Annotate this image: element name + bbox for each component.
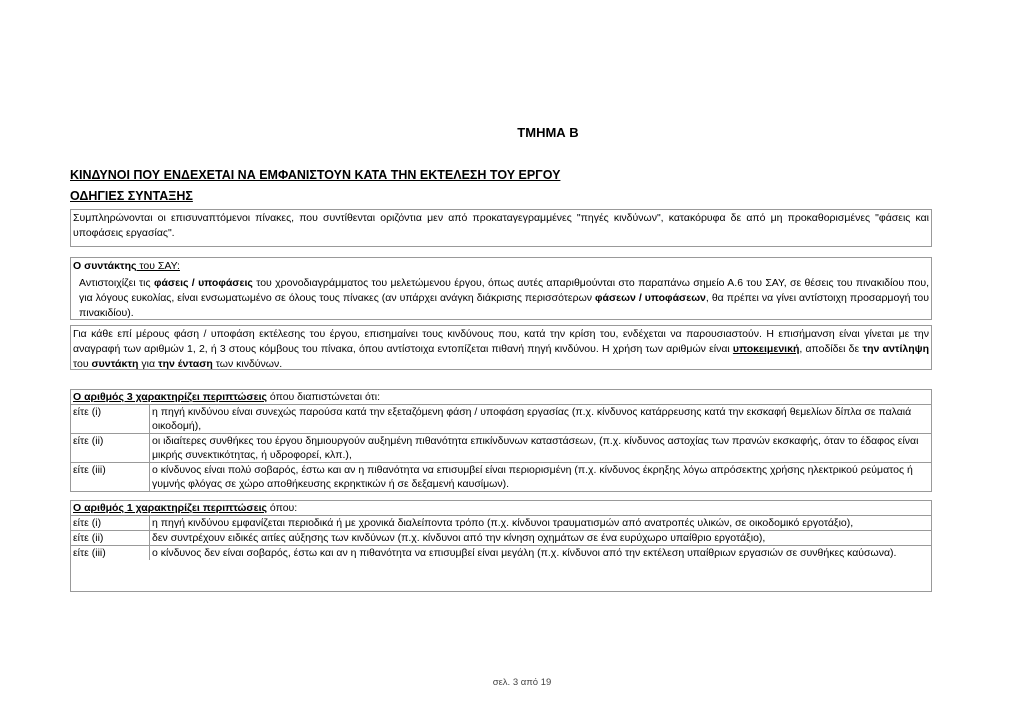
row-label: είτε (i) xyxy=(71,405,150,434)
table-row xyxy=(71,405,931,434)
table-row xyxy=(71,516,931,531)
table-row xyxy=(71,531,931,546)
row-label: είτε (ii) xyxy=(71,434,150,463)
author-lead: Ο συντάκτης του ΣΑΥ: xyxy=(73,260,180,272)
instructions-heading: ΟΔΗΓΙΕΣ ΣΥΝΤΑΞΗΣ xyxy=(70,189,193,203)
row-text: ο κίνδυνος δεν είναι σοβαρός, έστω και αν η πιθανότητα να επισυμβεί είναι μεγάλη (π.χ. κίνδυνοι από την εκτέλεση υπαίθριων εργασιών σε συνθήκες καύσωνα). xyxy=(150,546,932,561)
table-row xyxy=(71,434,931,463)
row-text: οι ιδιαίτερες συνθήκες του έργου δημιουργούν αυξημένη πιθανότητα επικίνδυνων καταστάσεων, (π.χ. κίνδυνος αστοχίας των πρανών εκσκαφής, όταν το έδαφος είναι μικρής συνεκτικότητας, ή υδροφορεί, κλπ.), xyxy=(150,434,932,463)
page-number: σελ. 3 από 19 xyxy=(492,677,552,688)
row-label: είτε (iii) xyxy=(71,546,150,561)
table-row xyxy=(71,463,931,492)
row-text: η πηγή κινδύνου εμφανίζεται περιοδικά ή με χρονικά διαλείποντα τρόπο (π.χ. κίνδυνοι τραυματισμών από ανατροπές υλικών, σε οικοδομικό εργοτάξιο), xyxy=(150,516,932,531)
section-title: ΤΜΗΜΑ Β xyxy=(517,125,579,140)
row-label: είτε (ii) xyxy=(71,531,150,546)
row-label: είτε (iii) xyxy=(71,463,150,492)
row-text: δεν συντρέχουν ειδικές αιτίες αύξησης των κινδύνων (π.χ. κίνδυνοι από την κίνηση οχημάτων σε ένα ευρύχωρο υπαίθριο εργοτάξιο), xyxy=(150,531,932,546)
author-box xyxy=(70,257,932,320)
table-row xyxy=(71,546,931,561)
number-1-heading: Ο αριθμός 1 χαρακτηρίζει περιπτώσεις όπου: xyxy=(73,502,298,514)
intro-box xyxy=(70,209,932,247)
usage-text: Για κάθε επί μέρους φάση / υποφάση εκτέλεσης του έργου, επισημαίνει τους κινδύνους που, κατά την κρίση του, ενδέχεται να παρουσιαστούν. Η επισήμανση είναι γίνεται με την αναγραφή των αριθμών 1, 2, ή 3 στους κόμβους του πίνακα, όπου αντίστοιχα εντοπίζεται πιθανή πηγή κινδύνου. Η χρήση των αριθμών είναι υποκειμενική, αποδίδει δε την αντίληψη του συντάκτη για την ένταση των κινδύνων. xyxy=(73,328,929,370)
usage-box xyxy=(70,325,932,370)
author-text: Αντιστοιχίζει τις φάσεις / υποφάσεις του χρονοδιαγράμματος του μελετώμενου έργου, όπως αυτές απαριθμούνται στο παραπάνω σημείο Α.6 του ΣΑΥ, σε θέσεις του πινακιδίου που, για λόγους ευκολίας, είναι ενσωματωμένο σε όλους τους πίνακες (αν υπάρχει ανάγκη διάκρισης περισσότερων φάσεων / υποφάσεων, θα πρέπει να γίνει αντίστοιχη προσαρμογή του πινακιδίου). xyxy=(79,277,930,319)
number-1-box xyxy=(70,500,932,592)
number-3-heading: Ο αριθμός 3 χαρακτηρίζει περιπτώσεις όπου διαπιστώνεται ότι: xyxy=(73,391,381,403)
risk-heading: ΚΙΝΔΥΝΟΙ ΠΟΥ ΕΝΔΕΧΕΤΑΙ ΝΑ ΕΜΦΑΝΙΣΤΟΥΝ ΚΑΤΑ ΤΗΝ ΕΚΤΕΛΕΣΗ ΤΟΥ ΕΡΓΟΥ xyxy=(70,168,561,182)
number-3-box xyxy=(70,389,932,492)
row-label: είτε (i) xyxy=(71,516,150,531)
row-text: ο κίνδυνος είναι πολύ σοβαρός, έστω και αν η πιθανότητα να επισυμβεί είναι περιορισμένη (π.χ. κίνδυνος έκρηξης λόγω απρόσεκτης χρήσης ηλεκτρικού ρεύματος ή γυμνής φλόγας σε χώρο αποθήκευσης εκρηκτικών ή σε δεξαμενή καυσίμων). xyxy=(150,463,932,492)
row-text: η πηγή κινδύνου είναι συνεχώς παρούσα κατά την εξεταζόμενη φάση / υποφάση εργασίας (π.χ. κίνδυνος κατάρρευσης κατά την εκσκαφή θεμελίων δίπλα σε παλαιά οικοδομή), xyxy=(150,405,932,434)
intro-text: Συμπληρώνονται οι επισυναπτόμενοι πίνακες, που συντίθενται οριζόντια μεν από προκαταγεγραμμένες "πηγές κινδύνων", κατακόρυφα δε από μη προκαθορισμένες "φάσεις και υποφάσεις εργασίας". xyxy=(73,212,929,239)
